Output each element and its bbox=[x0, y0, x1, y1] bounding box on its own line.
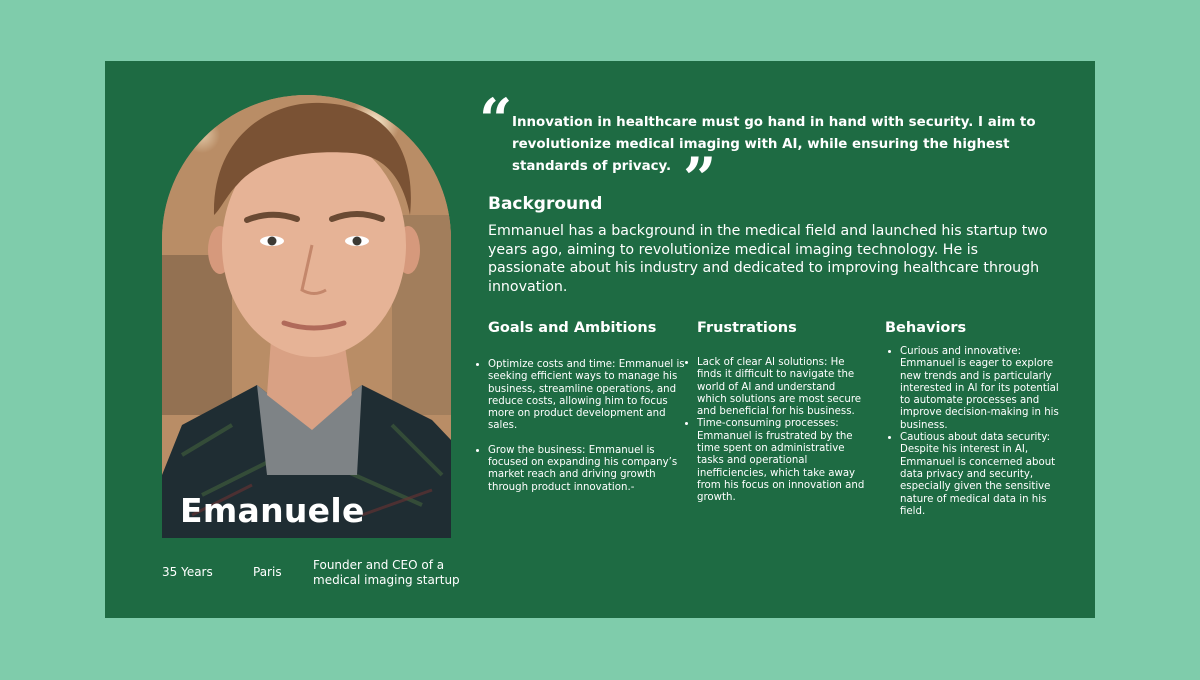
behaviors-list bbox=[888, 346, 1070, 518]
goal-item: • Optimize costs and time: Emmanuel is seeking efficient ways to manage his business, streamline operations, and reduce costs, allowing him to focus more on product development and sales. bbox=[488, 359, 688, 433]
background-heading: Background bbox=[488, 194, 603, 214]
goals-list bbox=[476, 359, 688, 506]
persona-role: Founder and CEO of a medical imaging startup bbox=[313, 558, 460, 587]
frustration-item: • Time-consuming processes: Emmanuel is frustrated by the time spent on administrative tasks and operational inefficiencies, which take away from his focus on innovation and growth. bbox=[697, 418, 865, 504]
goal-item: • Grow the business: Emmanuel is focused on expanding his company’s market reach and driving growth through product innovation.- bbox=[488, 445, 688, 494]
persona-name: Emanuele bbox=[180, 491, 365, 530]
frustrations-list bbox=[685, 357, 865, 505]
behavior-item: • Curious and innovative: Emmanuel is eager to explore new trends and is particularly interested in AI for its potential to automate processes and improve decision-making in his business. bbox=[900, 346, 1070, 432]
frustrations-heading: Frustrations bbox=[697, 320, 797, 336]
quote-open-mark: “ bbox=[479, 86, 513, 154]
goals-heading: Goals and Ambitions bbox=[488, 320, 657, 336]
behaviors-heading: Behaviors bbox=[885, 320, 967, 336]
persona-photo bbox=[162, 95, 451, 538]
persona-quote: Innovation in healthcare must go hand in hand with security. I aim to revolutionize medical imaging with AI, while ensuring the highest standards of privacy. bbox=[512, 115, 1036, 174]
persona-card bbox=[105, 61, 1095, 618]
quote-close-mark: ” bbox=[683, 145, 717, 213]
behavior-item: • Cautious about data security: Despite his interest in AI, Emmanuel is concerned about data privacy and security, especially given the sensitive nature of medical data in his field. bbox=[900, 432, 1070, 518]
persona-age: 35 Years bbox=[162, 565, 213, 579]
persona-city: Paris bbox=[253, 565, 282, 579]
portrait-illustration bbox=[162, 95, 451, 538]
background-text: Emmanuel has a background in the medical field and launched his startup two years ago, aiming to revolutionize medical imaging technology. He is passionate about his industry and dedicated to improving healthcare through innovation. bbox=[488, 223, 1048, 295]
frustration-item: • Lack of clear AI solutions: He finds it difficult to navigate the world of AI and understand which solutions are most secure and beneficial for his business. bbox=[697, 357, 865, 418]
